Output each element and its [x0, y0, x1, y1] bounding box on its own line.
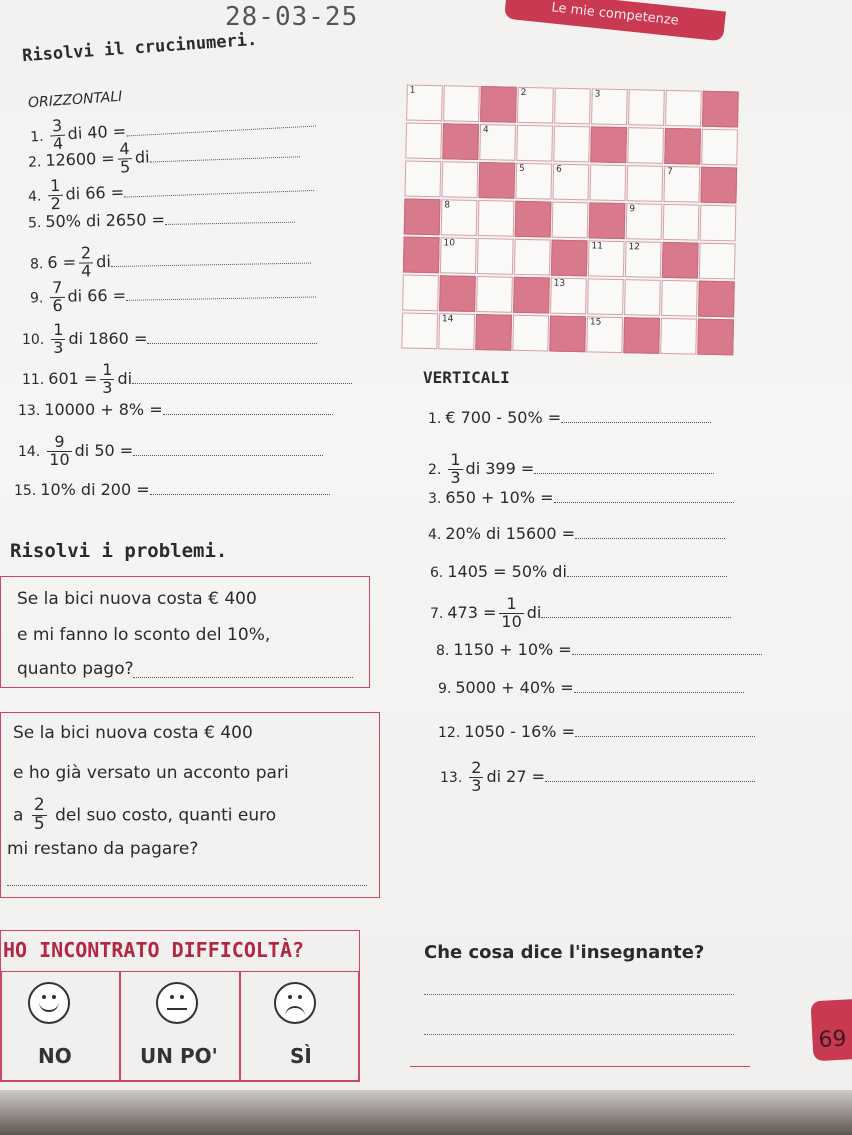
grid-cell[interactable] — [628, 89, 665, 126]
grid-cell[interactable] — [627, 127, 664, 164]
clue-number: 3. — [428, 491, 442, 507]
grid-cell[interactable] — [665, 90, 702, 127]
clue-text-post: di 1860 = — [68, 328, 148, 348]
page-number: 69 — [810, 999, 852, 1062]
fraction-denominator: 2 — [50, 193, 62, 213]
horizontal-clue — [18, 434, 323, 469]
vertical-title: VERTICALI — [423, 368, 510, 387]
problem-1-box — [0, 576, 370, 688]
clue-number: 13. — [440, 769, 463, 786]
clue-text-pre: 5000 + 40% = — [455, 678, 574, 697]
vertical-clue — [438, 678, 744, 697]
fraction-denominator: 3 — [102, 377, 113, 397]
clue-text-post: di 66 = — [65, 182, 125, 204]
fraction-numerator: 1 — [53, 320, 64, 339]
answer-line[interactable] — [150, 484, 330, 495]
grid-cell-number: 7 — [666, 166, 673, 178]
grid-cell[interactable] — [476, 276, 513, 313]
clue-fraction — [448, 452, 462, 487]
grid-cell[interactable] — [626, 203, 663, 240]
grid-cell-number: 1 — [409, 85, 416, 96]
answer-line[interactable] — [133, 677, 353, 678]
grid-cell[interactable] — [554, 88, 591, 125]
answer-line[interactable] — [126, 286, 316, 300]
fraction-denominator: 10 — [49, 449, 70, 469]
clue-number: 4. — [428, 527, 442, 543]
grid-cell-blocked — [475, 314, 512, 351]
difficulty-title: HO INCONTRATO DIFFICOLTÀ? — [3, 938, 305, 962]
teacher-answer-line-2[interactable] — [424, 1034, 734, 1035]
grid-cell-blocked — [590, 126, 627, 163]
problem-1-line-2: e mi fanno lo sconto del 10%, — [17, 625, 271, 645]
clue-number: 7. — [430, 605, 444, 622]
grid-cell-blocked — [513, 277, 550, 314]
grid-cell-blocked — [698, 281, 735, 318]
answer-line[interactable] — [541, 607, 731, 618]
clue-fraction — [79, 245, 94, 280]
difficulty-label-si: SÌ — [290, 1044, 312, 1068]
fraction-numerator: 4 — [117, 141, 132, 159]
difficulty-label-no: NO — [38, 1044, 72, 1068]
grid-cell-blocked — [515, 201, 552, 238]
crossword-instruction: Risolvi il crucinumeri. — [21, 29, 258, 67]
vertical-clue — [430, 562, 727, 581]
grid-cell[interactable] — [406, 85, 443, 122]
problem-2-line-1: Se la bici nuova costa € 400 — [13, 723, 253, 743]
clue-text-post: di — [134, 147, 150, 167]
answer-line[interactable] — [133, 445, 323, 456]
clue-text-pre: 601 = — [48, 368, 98, 388]
neutral-face-icon — [156, 982, 198, 1024]
grid-cell-blocked — [664, 128, 701, 165]
grid-cell[interactable] — [478, 200, 515, 237]
grid-cell-blocked — [439, 275, 476, 312]
clue-fraction — [499, 596, 523, 631]
answer-line[interactable] — [149, 146, 299, 162]
problem-2-line-2: e ho già versato un acconto pari — [13, 763, 289, 783]
problem-2-line-3 — [13, 797, 276, 834]
grid-cell[interactable] — [514, 239, 551, 276]
clue-text-pre: 12600 = — [45, 148, 116, 170]
grid-cell[interactable] — [443, 85, 480, 122]
fraction-numerator: 9 — [47, 434, 71, 452]
grid-cell[interactable] — [517, 87, 554, 124]
grid-cell[interactable] — [663, 166, 700, 203]
grid-cell-number: 5 — [518, 163, 525, 174]
horizontal-title: ORIZZONTALI — [27, 88, 123, 112]
vertical-clue — [440, 760, 755, 795]
grid-cell-blocked — [549, 316, 586, 353]
grid-cell[interactable] — [552, 164, 589, 201]
difficulty-box — [0, 930, 360, 1082]
grid-cell-number: 15 — [589, 317, 602, 328]
horizontal-clue — [30, 276, 317, 316]
difficulty-label-un-po: UN PO' — [140, 1044, 218, 1068]
grid-cell[interactable] — [441, 161, 478, 198]
grid-cell-blocked — [551, 240, 588, 277]
grid-cell-number: 13 — [553, 278, 566, 289]
fraction-denominator: 4 — [81, 261, 92, 281]
grid-cell-blocked — [623, 317, 660, 354]
clue-number: 6. — [430, 565, 444, 581]
grid-cell-number: 3 — [594, 89, 601, 100]
answer-line[interactable] — [575, 528, 725, 539]
grid-cell[interactable] — [553, 126, 590, 163]
vertical-clue — [428, 408, 711, 427]
teacher-question: Che cosa dice l'insegnante? — [424, 942, 705, 963]
section-badge: Le mie competenze — [504, 0, 726, 41]
horizontal-clue — [14, 480, 330, 499]
grid-cell[interactable] — [660, 318, 697, 355]
grid-cell[interactable] — [402, 274, 439, 311]
teacher-answer-line-1[interactable] — [424, 994, 734, 995]
answer-line[interactable] — [111, 252, 311, 266]
grid-cell[interactable] — [440, 237, 477, 274]
problem-1-line-3: quanto pago? — [17, 659, 134, 679]
clue-text-pre: 1405 = 50% di — [447, 562, 567, 581]
clue-number: 12. — [438, 725, 461, 741]
happy-face-icon — [28, 982, 70, 1024]
answer-line[interactable] — [545, 771, 755, 782]
clue-number: 4. — [27, 188, 42, 205]
teacher-box-bottom — [410, 1066, 750, 1067]
grid-cell[interactable] — [625, 241, 662, 278]
clue-text-pre: 50% di 2650 = — [45, 209, 166, 232]
vertical-clue — [436, 640, 762, 659]
clue-text-post: di — [117, 368, 133, 388]
answer-line[interactable] — [572, 644, 762, 655]
fraction-denominator: 3 — [471, 775, 482, 795]
fraction-numerator: 1 — [102, 360, 113, 379]
grid-cell-blocked — [404, 198, 441, 235]
clue-number: 9. — [29, 290, 44, 307]
problem-1-line-1: Se la bici nuova costa € 400 — [17, 589, 257, 609]
fraction-denominator: 3 — [450, 467, 461, 487]
horizontal-clue — [18, 400, 333, 419]
horizontal-clue — [30, 242, 311, 281]
vertical-clue — [430, 596, 731, 631]
handwritten-date: 28-03-25 — [225, 2, 359, 32]
problem-2-fraction — [32, 797, 47, 834]
clue-text-pre: 473 = — [447, 602, 497, 622]
problems-instruction: Risolvi i problemi. — [10, 540, 228, 562]
clue-text-pre: 1150 + 10% = — [453, 640, 572, 659]
answer-line[interactable] — [132, 373, 352, 384]
clue-fraction — [100, 362, 114, 397]
clue-fraction — [469, 760, 483, 795]
grid-cell-number: 4 — [482, 125, 489, 136]
page-edge-shadow — [0, 1090, 852, 1135]
grid-cell[interactable] — [624, 279, 661, 316]
fraction-numerator: 3 — [50, 118, 65, 137]
clue-number: 8. — [436, 643, 450, 659]
problem-2-line-3-pre: a — [13, 805, 24, 826]
clue-number: 1. — [29, 128, 44, 146]
clue-fraction — [117, 141, 132, 176]
clue-text-post: di — [96, 251, 111, 272]
clue-number: 2. — [428, 461, 442, 478]
clue-text-pre: 6 = — [47, 252, 77, 272]
grid-cell[interactable] — [550, 278, 587, 315]
answer-line[interactable] — [554, 492, 734, 503]
grid-cell[interactable] — [404, 160, 441, 197]
difficulty-option-un-po[interactable] — [119, 971, 241, 1081]
grid-cell[interactable] — [591, 88, 628, 125]
grid-cell[interactable] — [663, 204, 700, 241]
horizontal-clue — [28, 208, 295, 232]
answer-line[interactable] — [7, 885, 367, 886]
clue-text-post: di 40 = — [67, 121, 127, 144]
answer-line[interactable] — [126, 115, 316, 136]
grid-cell-number: 12 — [628, 242, 641, 253]
clue-text-pre: 1050 - 16% = — [464, 722, 575, 741]
clue-text-pre: 10000 + 8% = — [44, 400, 163, 419]
fraction-denominator: 5 — [119, 156, 131, 177]
clue-number: 8. — [29, 256, 44, 273]
clue-text-post: di 399 = — [465, 458, 535, 478]
grid-cell-number: 10 — [443, 238, 456, 249]
grid-cell[interactable] — [479, 124, 516, 161]
grid-cell[interactable] — [699, 243, 736, 280]
grid-cell[interactable] — [626, 165, 663, 202]
answer-line[interactable] — [165, 212, 295, 225]
clue-number: 10. — [22, 331, 45, 348]
fraction-numerator: 2 — [471, 758, 482, 777]
clue-number: 14. — [18, 443, 41, 460]
clue-fraction — [48, 175, 63, 213]
vertical-clue — [428, 452, 714, 487]
grid-cell[interactable] — [516, 125, 553, 162]
fraction-denominator: 5 — [33, 813, 45, 834]
grid-cell[interactable] — [588, 240, 625, 277]
fraction-numerator: 2 — [79, 245, 93, 263]
clue-number: 15. — [14, 483, 37, 499]
answer-line[interactable] — [574, 682, 744, 693]
clue-fraction — [50, 277, 65, 315]
fraction-denominator: 3 — [53, 337, 64, 357]
answer-line[interactable] — [567, 566, 727, 577]
grid-cell[interactable] — [661, 280, 698, 317]
difficulty-option-no[interactable] — [1, 971, 121, 1081]
horizontal-clue — [22, 322, 317, 357]
grid-cell-blocked — [478, 162, 515, 199]
horizontal-clue — [22, 362, 352, 397]
fraction-numerator: 7 — [50, 280, 64, 298]
grid-cell[interactable] — [701, 129, 738, 166]
grid-cell[interactable] — [405, 123, 442, 160]
difficulty-option-si[interactable] — [239, 971, 359, 1081]
clue-number: 2. — [27, 154, 42, 171]
grid-cell-blocked — [662, 242, 699, 279]
vertical-clue — [428, 488, 734, 507]
clue-text-pre: 650 + 10% = — [445, 488, 554, 507]
vertical-clue — [428, 524, 725, 543]
problem-2-box — [0, 712, 380, 898]
fraction-numerator: 1 — [48, 178, 63, 196]
grid-cell-number: 6 — [555, 164, 562, 175]
grid-cell[interactable] — [512, 315, 549, 352]
grid-cell-number: 8 — [444, 200, 451, 211]
problem-2-line-3-post: del suo costo, quanti euro — [55, 805, 277, 826]
fraction-denominator: 6 — [52, 295, 63, 315]
grid-cell[interactable] — [401, 312, 438, 349]
fraction-denominator: 4 — [52, 133, 64, 154]
clue-text-post: di — [526, 602, 542, 622]
fraction-numerator: 2 — [33, 795, 45, 815]
vertical-clue — [438, 722, 755, 741]
grid-cell[interactable] — [438, 313, 475, 350]
grid-cell-number: 9 — [629, 204, 636, 215]
grid-cell-number: 11 — [591, 241, 604, 252]
grid-cell-blocked — [700, 167, 737, 204]
grid-cell-number: 14 — [441, 314, 454, 325]
answer-line[interactable] — [163, 404, 333, 415]
problem-2-line-4: mi restano da pagare? — [7, 839, 199, 859]
grid-cell-number: 2 — [520, 87, 527, 99]
grid-cell[interactable] — [700, 205, 737, 242]
grid-cell[interactable] — [515, 163, 552, 200]
grid-cell-blocked — [697, 319, 734, 356]
clue-text-pre: 20% di 15600 = — [445, 524, 576, 543]
grid-cell[interactable] — [441, 199, 478, 236]
clue-text-pre: 10% di 200 = — [40, 480, 150, 499]
clue-number: 11. — [22, 371, 45, 388]
grid-cell[interactable] — [477, 238, 514, 275]
grid-cell[interactable] — [589, 164, 626, 201]
teacher-comment-box — [410, 930, 750, 1080]
grid-cell-blocked — [702, 91, 739, 128]
answer-line[interactable] — [534, 463, 714, 474]
fraction-numerator: 1 — [499, 596, 523, 614]
fraction-denominator: 10 — [501, 611, 522, 631]
clue-text-pre: € 700 - 50% = — [445, 408, 562, 427]
grid-cell-blocked — [403, 236, 440, 273]
grid-cell-blocked — [442, 123, 479, 160]
clue-fraction — [51, 322, 65, 357]
clue-number: 5. — [27, 215, 42, 232]
answer-line[interactable] — [124, 180, 314, 198]
clue-number: 1. — [428, 411, 442, 427]
grid-cell[interactable] — [587, 278, 624, 315]
clue-fraction — [47, 434, 71, 469]
grid-cell[interactable] — [552, 202, 589, 239]
grid-cell-blocked — [480, 86, 517, 123]
sad-face-icon — [274, 982, 316, 1024]
grid-cell[interactable] — [586, 316, 623, 353]
clue-text-post: di 50 = — [74, 440, 134, 460]
clue-number: 13. — [18, 403, 41, 419]
grid-cell-blocked — [589, 202, 626, 239]
clue-text-post: di 66 = — [67, 285, 127, 306]
fraction-numerator: 1 — [450, 450, 461, 469]
answer-line[interactable] — [147, 333, 317, 344]
crossword-grid — [401, 85, 743, 360]
answer-line[interactable] — [575, 726, 755, 737]
clue-number: 9. — [438, 681, 452, 697]
answer-line[interactable] — [561, 412, 711, 423]
clue-text-post: di 27 = — [486, 766, 545, 786]
